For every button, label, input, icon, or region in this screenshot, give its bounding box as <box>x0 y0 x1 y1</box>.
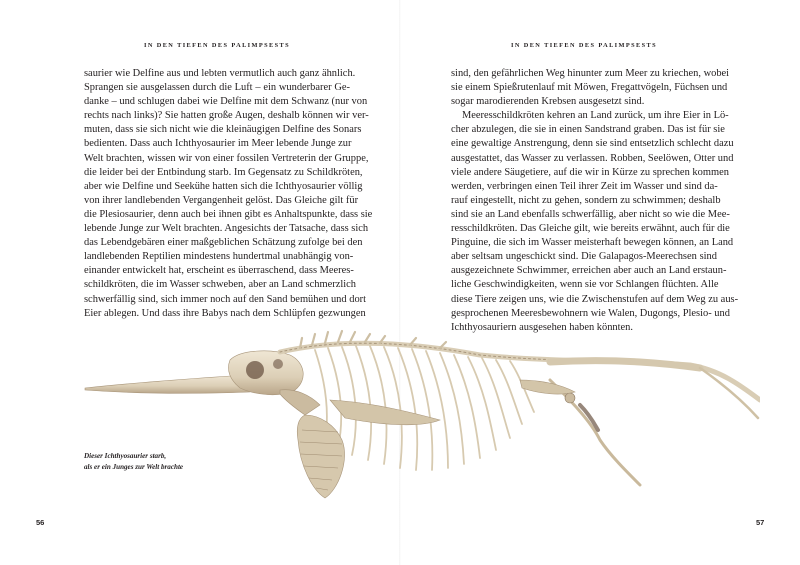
text-line: die leider bei der Entbindung starb. Im Gegensatz zu Schildkröten, <box>84 166 363 178</box>
text-line: aber seltsam ungeschickt sind. Die Galapagos-Meerechsen sind <box>451 251 717 263</box>
skull-icon <box>85 351 320 415</box>
page-number-right: 57 <box>756 518 765 527</box>
paragraph <box>451 67 730 109</box>
front-flipper-icon <box>297 415 344 498</box>
text-line: rechts nach links)? Sie hatten große Augen, deshalb können wir ver- <box>84 110 369 122</box>
text-line: sogar marodierenden Krebsen ausgesetzt sind. <box>451 96 645 108</box>
text-line: Eier ablegen. Und dass ihre Babys nach dem Schlüpfen gezwungen <box>84 307 366 319</box>
text-line: Pinguine, die sich im Wasser meisterhaft bewegen können, an Land <box>451 237 734 249</box>
pelvic-flipper <box>520 380 575 394</box>
text-line: ausgestattet, das Wasser zu verlassen. Robben, Seelöwen, Otter und <box>451 152 734 164</box>
text-line: gesprochenen Meeresbewohnern wie Walen, Dugongs, Plesio- und <box>451 307 730 319</box>
text-line: saurier wie Delfine aus und lebten vermutlich auch ganz ähnlich. <box>84 68 356 79</box>
caption-line: als er ein Junges zur Welt brachte <box>84 462 184 471</box>
text-line: cher abzulegen, die sie in einen Sandstrand graben. Das ist für sie <box>451 124 725 136</box>
running-head-left: IN DEN TIEFEN DES PALIMPSESTS <box>143 42 291 49</box>
text-line: einander entwickelt hat, erscheint es überraschend, dass Meeres- <box>84 265 354 277</box>
text-line: diese Tiere zeigen uns, wie die Zwischenstufen auf dem Weg zu aus- <box>451 293 739 305</box>
text-line: aber wie Delfine und Seekühe hatten sich die Ichthyosaurier völlig <box>84 180 363 192</box>
text-line: ausgezeichnete Schwimmer, erreichen aber auch an Land erstaun- <box>451 265 727 277</box>
text-line: landlebenden Reptilien mindestens hundertmal unabhängig von- <box>84 251 354 263</box>
tail-icon <box>550 361 758 418</box>
text-line: resschildkröten. Das Gleiche gilt, wie bereits erwähnt, auch für die <box>451 223 730 235</box>
ichthyosaur-skeleton-figure <box>80 320 760 510</box>
running-head-right: IN DEN TIEFEN DES PALIMPSESTS <box>510 42 658 49</box>
text-line: schwerfällig sind, sich immer noch auf den Sand bemühen und dort <box>84 293 367 305</box>
caption-line: Dieser Ichthyosaurier starb, <box>84 452 167 460</box>
embryo-skeleton <box>550 380 640 485</box>
text-line: werden, verbringen einen Teil ihrer Zeit im Wasser und sind da- <box>451 180 718 192</box>
text-line: sie einem Spießrutenlauf mit Möwen, Fregattvögeln, Füchsen und <box>451 82 728 94</box>
text-line: Meeresschildkröten kehren an Land zurück, um ihre Eier in Lö- <box>462 110 729 122</box>
text-line: muten, dass sie sich nicht wie die kleinäugigen Delfine des Sonars <box>84 124 362 136</box>
text-line: rauf eingestellt, nicht zu gehen, sondern zu schwimmen; deshalb <box>451 194 721 206</box>
text-line: Sprangen sie ausgelassen durch die Luft – ein wunderbarer Ge- <box>84 82 350 94</box>
right-body-text <box>451 67 739 335</box>
text-line: viele andere Säugetiere, auf die wir in Kürze zu sprechen kommen <box>451 166 729 178</box>
left-body-text <box>84 67 373 321</box>
paragraph <box>451 109 739 335</box>
page-number-left: 56 <box>36 518 45 527</box>
text-line: danke – und schlugen dabei wie Delfine mit dem Schwanz (nur von <box>84 96 368 108</box>
text-line: sind sie an Land ebenfalls schwerfällig, aber nicht so wie die Mee- <box>451 208 730 220</box>
text-line: die Plesiosaurier, denn auch bei ihnen gibt es Anhaltspunkte, dass sie <box>84 208 373 220</box>
text-line: eine gewaltige Anstrengung, denn sie sind entsetzlich schlecht dazu <box>451 138 734 150</box>
text-line: lebende Junge zur Welt brachten. Angesichts der Tatsache, dass sich <box>84 223 369 235</box>
text-line: Ichthyosauriern ausgesehen haben könnten. <box>451 321 634 333</box>
text-line: von ihrer landlebenden Vergangenheit gelöst. Das Gleiche gilt für <box>84 194 359 206</box>
spine-icon <box>280 343 760 400</box>
text-line: das Lebendgebären einer maßgeblichen Schätzung zufolge bei den <box>84 237 363 249</box>
text-line: Welt brachten, wissen wir von einer fossilen Vertreterin der Gruppe, <box>84 152 369 164</box>
text-line: sind, den gefährlichen Weg hinunter zum Meer zu kriechen, wobei <box>451 68 730 79</box>
text-line: liche Geschwindigkeiten, wenn sie vor Schlangen flüchten. Alle <box>451 279 719 291</box>
text-line: schildkröten, die im Wasser schweben, aber an Land schmerzlich <box>84 279 356 291</box>
text-line: bedienten. Dass auch Ichthyosaurier im Meer lebende Junge zur <box>84 138 352 150</box>
